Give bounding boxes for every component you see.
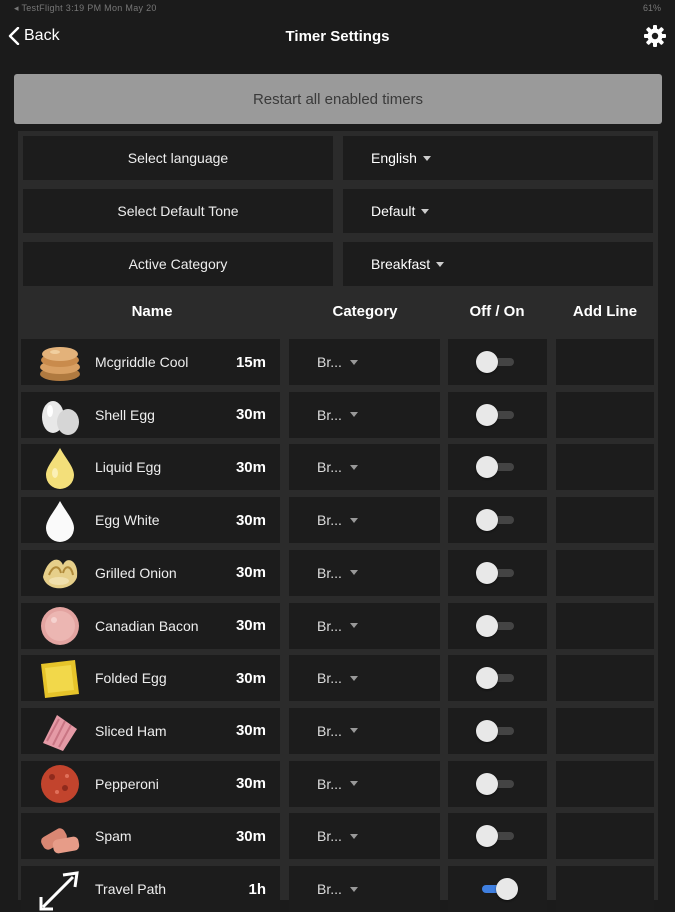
sliced-ham-icon xyxy=(37,709,83,753)
caret-down-icon xyxy=(350,728,358,733)
category-value: Br... xyxy=(317,881,342,897)
caret-down-icon xyxy=(421,209,429,214)
timer-duration: 30m xyxy=(235,511,266,529)
mcgriddle-icon xyxy=(37,340,83,384)
toggle-knob xyxy=(476,615,498,637)
shell-egg-icon xyxy=(37,393,83,437)
caret-down-icon xyxy=(350,465,358,470)
timer-duration: 15m xyxy=(235,353,266,371)
add-line-cell[interactable] xyxy=(556,813,654,859)
canadian-bacon-icon xyxy=(37,604,83,648)
tone-value: Default xyxy=(371,203,416,219)
add-line-cell[interactable] xyxy=(556,655,654,701)
timer-name: Egg White xyxy=(95,512,160,529)
category-dropdown[interactable] xyxy=(289,761,440,807)
category-value: Br... xyxy=(317,354,342,370)
pepperoni-icon xyxy=(37,762,83,806)
category-dropdown[interactable] xyxy=(289,444,440,490)
caret-down-icon xyxy=(350,834,358,839)
select-language-label: Select language xyxy=(23,136,333,180)
category-dropdown[interactable] xyxy=(289,339,440,385)
toggle-cell xyxy=(448,444,547,490)
add-line-cell[interactable] xyxy=(556,603,654,649)
toggle-cell xyxy=(448,497,547,543)
page-title: Timer Settings xyxy=(285,28,390,45)
timer-name: Canadian Bacon xyxy=(95,617,199,634)
category-dropdown[interactable] xyxy=(289,603,440,649)
timer-name: Folded Egg xyxy=(95,670,167,687)
timer-name-cell[interactable] xyxy=(21,497,280,543)
toggle-cell xyxy=(448,813,547,859)
timer-name-cell[interactable] xyxy=(21,813,280,859)
timer-name-cell[interactable] xyxy=(21,655,280,701)
add-line-cell[interactable] xyxy=(556,497,654,543)
timer-duration: 30m xyxy=(235,722,266,740)
category-value: Br... xyxy=(317,512,342,529)
add-line-cell[interactable] xyxy=(556,761,654,807)
caret-down-icon xyxy=(350,570,358,575)
toggle-knob xyxy=(476,720,498,742)
on-off-toggle[interactable] xyxy=(476,876,520,902)
add-line-cell[interactable] xyxy=(556,866,654,912)
liquid-egg-icon xyxy=(37,445,83,489)
select-default-tone-label: Select Default Tone xyxy=(23,189,333,233)
timer-duration: 30m xyxy=(235,775,266,793)
timer-duration: 30m xyxy=(235,458,266,476)
timer-name: Travel Path xyxy=(95,881,167,897)
toggle-cell xyxy=(448,866,547,912)
timer-name-cell[interactable] xyxy=(21,866,280,912)
column-header-add-line: Add Line xyxy=(572,303,638,320)
caret-down-icon xyxy=(350,781,358,786)
timer-name: Liquid Egg xyxy=(95,459,162,476)
toggle-knob xyxy=(476,404,498,426)
caret-down-icon xyxy=(436,262,444,267)
timer-duration: 1h xyxy=(248,880,266,898)
restart-all-button[interactable]: Restart all enabled timers xyxy=(14,74,662,124)
caret-down-icon xyxy=(350,623,358,628)
toggle-knob xyxy=(476,773,498,795)
folded-egg-icon xyxy=(37,656,83,700)
timer-name-cell[interactable] xyxy=(21,708,280,754)
timer-name: Shell Egg xyxy=(95,406,155,423)
active-category-value: Breakfast xyxy=(371,256,431,272)
timer-name: Spam xyxy=(95,828,132,845)
category-value: Br... xyxy=(317,775,342,792)
timer-name: Pepperoni xyxy=(95,775,159,792)
timer-name-cell[interactable] xyxy=(21,761,280,807)
add-line-cell[interactable] xyxy=(556,392,654,438)
tone-dropdown[interactable] xyxy=(343,189,653,233)
settings-panel xyxy=(18,131,658,900)
language-value: English xyxy=(371,150,417,166)
add-line-cell[interactable] xyxy=(556,444,654,490)
timer-name: Mcgriddle Cool xyxy=(95,354,189,370)
add-line-cell[interactable] xyxy=(556,339,654,385)
add-line-cell[interactable] xyxy=(556,550,654,596)
category-dropdown[interactable] xyxy=(289,655,440,701)
status-bar-left: ◂ TestFlight 3:19 PM Mon May 20 xyxy=(14,3,157,13)
on-off-toggle[interactable] xyxy=(476,560,520,586)
spam-icon xyxy=(37,814,83,858)
caret-down-icon xyxy=(350,887,358,892)
on-off-toggle[interactable] xyxy=(476,665,520,691)
on-off-toggle[interactable] xyxy=(476,454,520,480)
toggle-knob xyxy=(476,351,498,373)
toggle-cell xyxy=(448,392,547,438)
battery-indicator: 61% xyxy=(642,3,661,13)
column-header-name: Name xyxy=(131,303,173,320)
on-off-toggle[interactable] xyxy=(476,349,520,375)
toggle-knob xyxy=(476,456,498,478)
toggle-knob xyxy=(476,667,498,689)
category-dropdown[interactable] xyxy=(289,866,440,912)
gear-icon[interactable] xyxy=(643,24,667,48)
on-off-toggle[interactable] xyxy=(476,613,520,639)
category-value: Br... xyxy=(317,670,342,687)
caret-down-icon xyxy=(350,412,358,417)
active-category-label: Active Category xyxy=(23,242,333,286)
toggle-cell xyxy=(448,708,547,754)
on-off-toggle[interactable] xyxy=(476,402,520,428)
category-value: Br... xyxy=(317,406,342,423)
toggle-cell xyxy=(448,655,547,701)
language-dropdown[interactable] xyxy=(343,136,653,180)
toggle-cell xyxy=(448,761,547,807)
category-value: Br... xyxy=(317,564,342,581)
toggle-knob xyxy=(476,562,498,584)
category-value: Br... xyxy=(317,459,342,476)
toggle-cell xyxy=(448,550,547,596)
grilled-onion-icon xyxy=(37,551,83,595)
on-off-toggle[interactable] xyxy=(476,823,520,849)
caret-down-icon xyxy=(350,518,358,523)
on-off-toggle[interactable] xyxy=(476,718,520,744)
timer-name: Grilled Onion xyxy=(95,564,177,581)
timer-duration: 30m xyxy=(235,827,266,845)
timer-duration: 30m xyxy=(235,564,266,582)
timer-duration: 30m xyxy=(235,617,266,634)
toggle-cell xyxy=(448,603,547,649)
timer-name-cell[interactable] xyxy=(21,444,280,490)
nav-bar xyxy=(0,18,675,58)
toggle-knob xyxy=(496,878,518,900)
category-dropdown[interactable] xyxy=(289,497,440,543)
timer-name-cell[interactable] xyxy=(21,339,280,385)
category-dropdown[interactable] xyxy=(289,708,440,754)
column-header-off-on: Off / On xyxy=(469,303,525,320)
egg-white-icon xyxy=(37,498,83,542)
category-dropdown[interactable] xyxy=(289,550,440,596)
timer-name: Sliced Ham xyxy=(95,722,167,739)
caret-down-icon xyxy=(350,676,358,681)
travel-path-icon xyxy=(37,867,83,911)
category-value: Br... xyxy=(317,722,342,739)
toggle-cell xyxy=(448,339,547,385)
on-off-toggle[interactable] xyxy=(476,771,520,797)
timer-duration: 30m xyxy=(235,669,266,687)
category-value: Br... xyxy=(317,828,342,845)
toggle-knob xyxy=(476,825,498,847)
active-category-dropdown[interactable] xyxy=(343,242,653,286)
add-line-cell[interactable] xyxy=(556,708,654,754)
timer-name-cell[interactable] xyxy=(21,392,280,438)
status-bar xyxy=(0,0,675,18)
category-dropdown[interactable] xyxy=(289,813,440,859)
caret-down-icon xyxy=(350,360,358,365)
back-label: Back xyxy=(24,27,60,44)
on-off-toggle[interactable] xyxy=(476,507,520,533)
timer-duration: 30m xyxy=(235,406,266,424)
column-header-category: Category xyxy=(332,303,398,320)
category-dropdown[interactable] xyxy=(289,392,440,438)
caret-down-icon xyxy=(423,156,431,161)
toggle-knob xyxy=(476,509,498,531)
category-value: Br... xyxy=(317,617,342,634)
timer-name-cell[interactable] xyxy=(21,550,280,596)
timer-name-cell[interactable] xyxy=(21,603,280,649)
